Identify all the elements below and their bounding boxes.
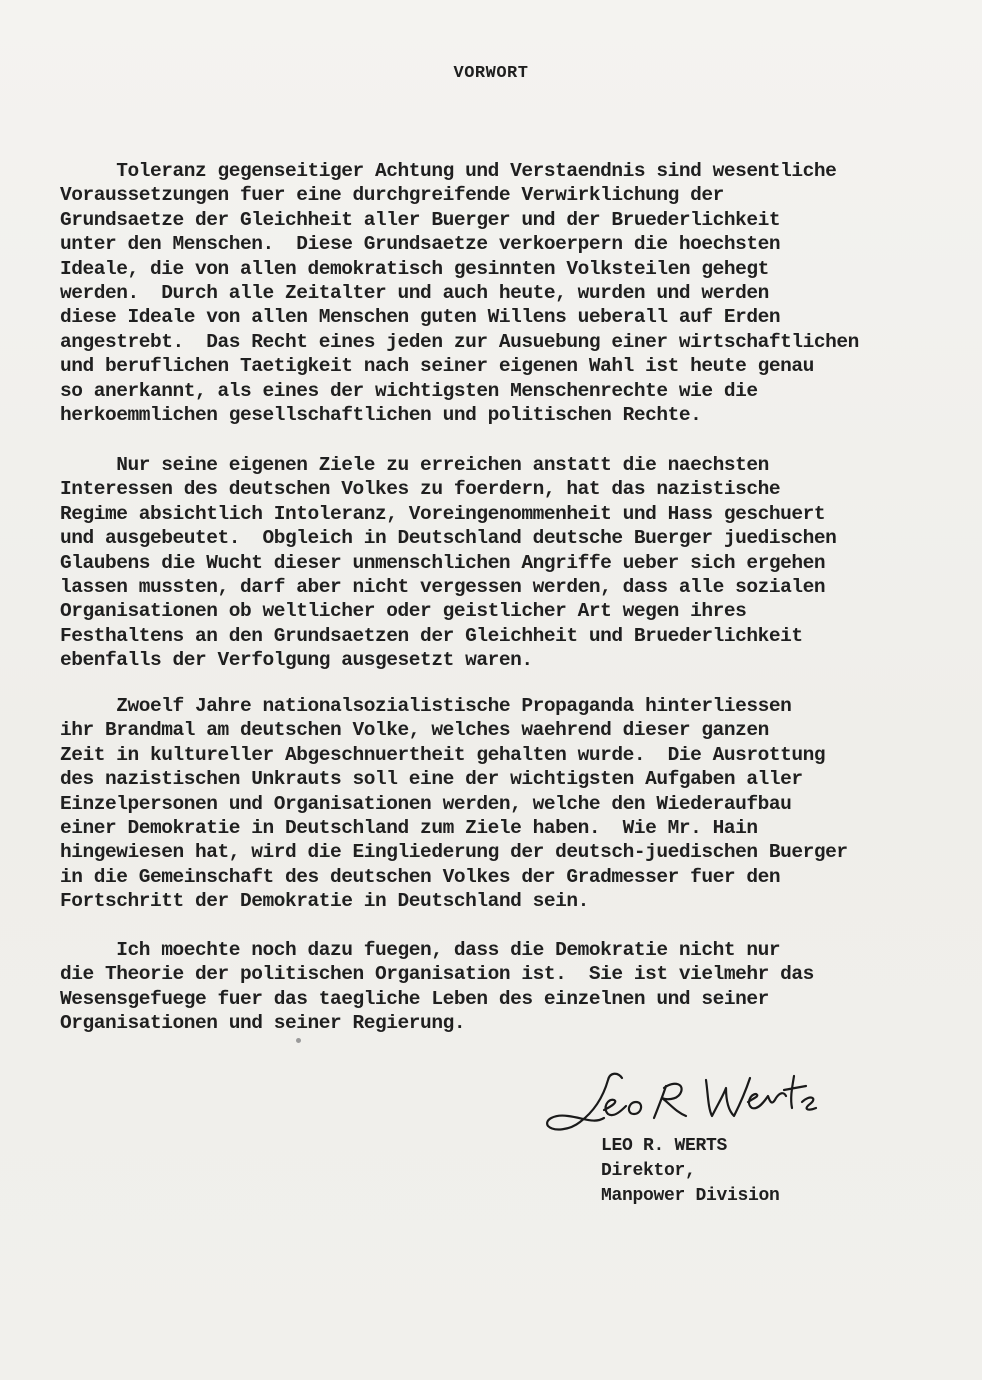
- paper-speck: [296, 1038, 301, 1043]
- paragraph-1: Toleranz gegenseitiger Achtung und Verstaendnis sind wesentliche Voraussetzungen fuer eine durchgreifende Verwirklichung der Grundsaetze der Gleichheit aller Buerger und der Bruederlichkeit unter den Menschen. Diese Grundsaetze verkoerpern die hoechsten Ideale, die von allen demokratisch gesinnten Volksteilen gehegt werden. Durch alle Zeitalter und auch heute, wurden und werden diese Ideale von allen Menschen guten Willens ueberall auf Erden angestrebt. Das Recht eines jeden zur Ausuebung einer wirtschaftlichen und beruflichen Taetigkeit nach seiner eigenen Wahl ist heute genau so anerkannt, als eines der wichtigsten Menschenrechte wie die herkoemmlichen gesellschaftlichen und politischen Rechte.: [60, 160, 859, 427]
- signatory-name: LEO R. WERTS: [601, 1136, 728, 1156]
- signatory-division: Manpower Division: [601, 1186, 780, 1206]
- paragraph-4: Ich moechte noch dazu fuegen, dass die Demokratie nicht nur die Theorie der politischen Organisation ist. Sie ist vielmehr das Wesensgefuege fuer das taegliche Leben des einzelnen und seiner Organisationen und seiner Regierung.: [60, 939, 814, 1035]
- paragraph-2: Nur seine eigenen Ziele zu erreichen anstatt die naechsten Interessen des deutschen Volkes zu foerdern, hat das nazistische Regime absichtlich Intoleranz, Voreingenommenheit und Hass geschuert und ausgebeutet. Obgleich in Deutschland deutsche Buerger juedischen Glaubens die Wucht dieser unmenschlichen Angriffe ueber sich ergehen lassen mussten, darf aber nicht vergessen werden, dass alle sozialen Organisationen ob weltlicher oder geistlicher Art wegen ihres Festhaltens an den Grundsaetzen der Gleichheit und Bruederlichkeit ebenfalls der Verfolgung ausgesetzt waren.: [60, 454, 837, 672]
- signature-block: [601, 1134, 780, 1209]
- signatory-position: Direktor,: [601, 1161, 696, 1181]
- paragraph-3: Zwoelf Jahre nationalsozialistische Propaganda hinterliessen ihr Brandmal am deutschen Volke, welches waehrend dieser ganzen Zeit in kultureller Abgeschnuertheit gehalten wurde. Die Ausrottung des nazistischen Unkrauts soll eine der wichtigsten Aufgaben aller Einzelpersonen und Organisationen werden, welche den Wiederaufbau einer Demokratie in Deutschland zum Ziele haben. Wie Mr. Hain hingewiesen hat, wird die Eingliederung der deutsch-juedischen Buerger in die Gemeinschaft des deutschen Volkes der Gradmesser fuer den Fortschritt der Demokratie in Deutschland sein.: [60, 695, 848, 913]
- document-title: VORWORT: [453, 64, 529, 83]
